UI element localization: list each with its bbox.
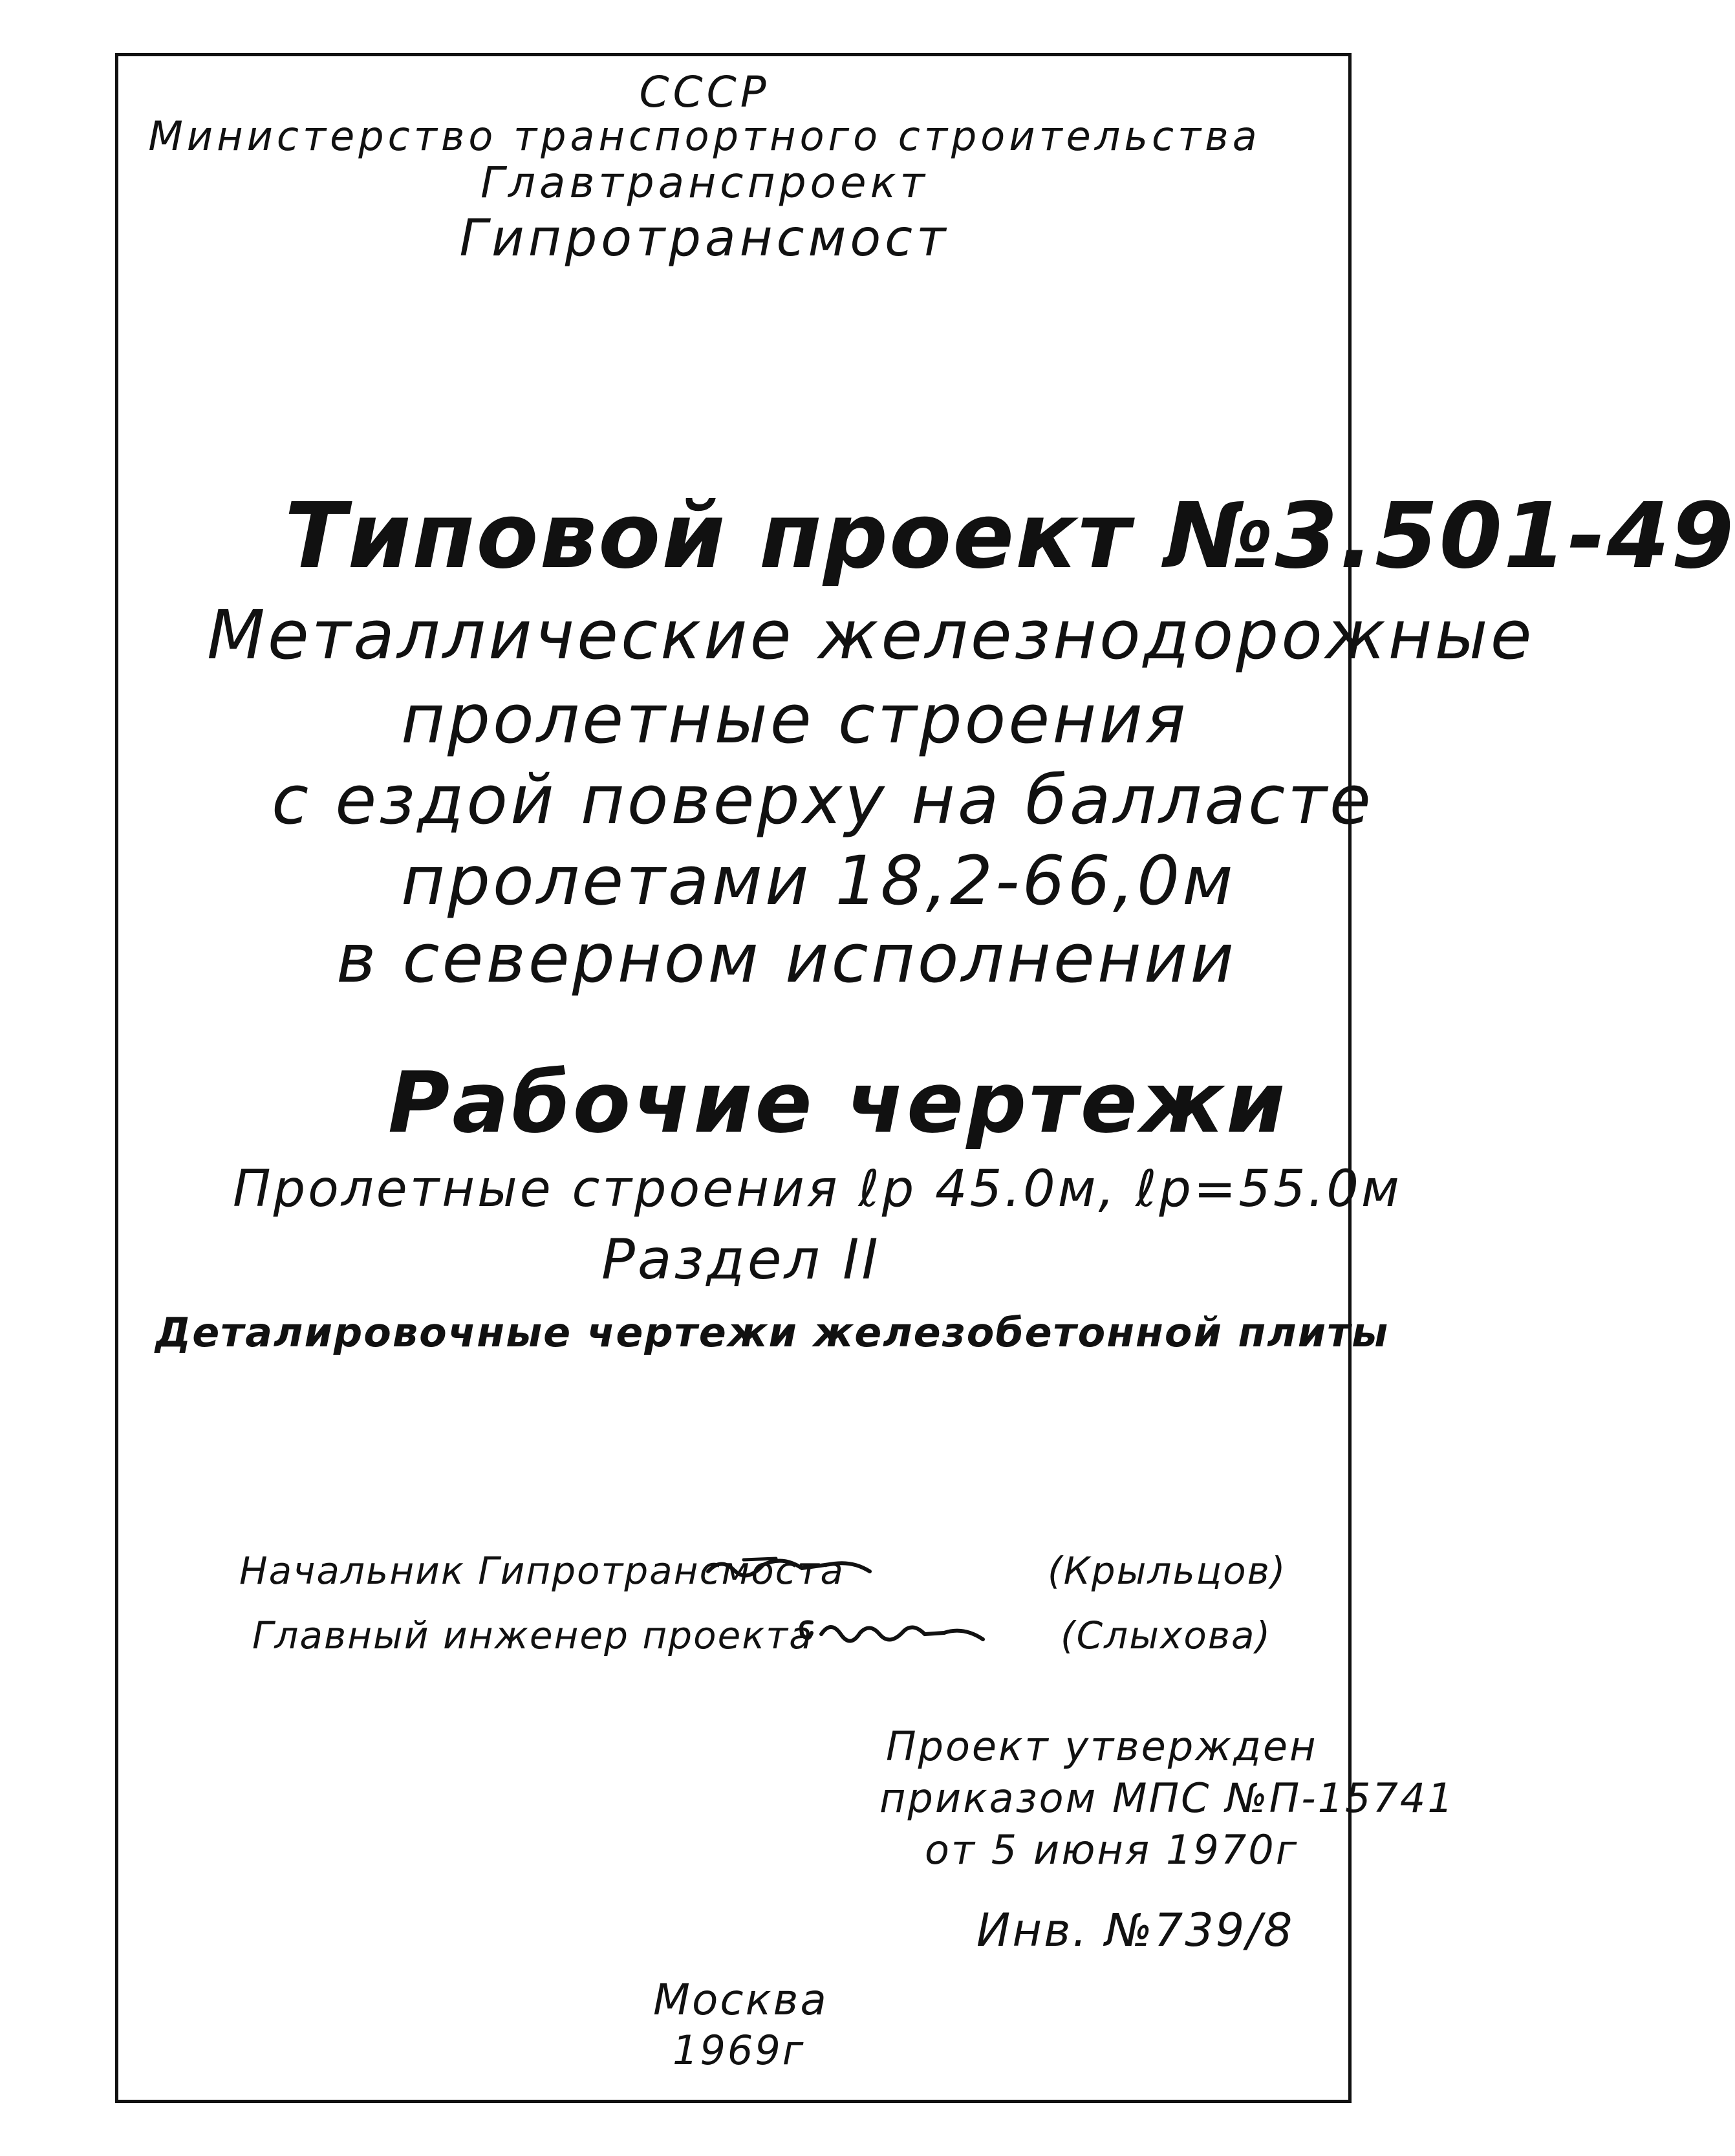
signature-mark-1 [705, 1552, 873, 1578]
project-subtitle-line-1: Металлические железнодорожные [207, 596, 1535, 674]
project-subtitle-line-5: в северном исполнении [336, 919, 1236, 998]
section-part: Раздел II [601, 1227, 881, 1292]
signature-name-2: (Слыхова) [1061, 1613, 1272, 1657]
signature-name-1: (Крыльцов) [1048, 1549, 1287, 1593]
section-title: Рабочие чертежи [388, 1053, 1288, 1152]
header-institute: Гипротрансмост [459, 210, 950, 268]
approval-line-1: Проект утвержден [886, 1723, 1318, 1770]
section-description: Деталировочные чертежи железобетонной плиты [155, 1309, 1390, 1356]
project-title: Типовой проект №3.501-49 [285, 484, 1735, 589]
project-subtitle-line-4: пролетами 18,2-66,0м [401, 841, 1236, 920]
signature-role-2: Главный инженер проекта [252, 1613, 814, 1657]
approval-line-3: от 5 июня 1970г [925, 1826, 1299, 1873]
footer-year: 1969г [673, 2027, 806, 2074]
signature-mark-2 [795, 1613, 989, 1639]
header-department: Главтранспроект [480, 158, 929, 208]
signature-role-1: Начальник Гипротрансмоста [239, 1549, 845, 1593]
approval-inventory: Инв. №739/8 [976, 1904, 1295, 1957]
footer-city: Москва [653, 1975, 828, 2025]
header-country: СССР [639, 67, 770, 117]
section-spans: Пролетные строения ℓр 45.0м, ℓр=55.0м [233, 1160, 1402, 1218]
project-subtitle-line-2: пролетные строения [401, 680, 1189, 759]
project-subtitle-line-3: с ездой поверху на балласте [272, 760, 1374, 839]
approval-line-2: приказом МПС №П-15741 [879, 1774, 1455, 1822]
header-ministry: Министерство транспортного строительства [148, 113, 1261, 160]
